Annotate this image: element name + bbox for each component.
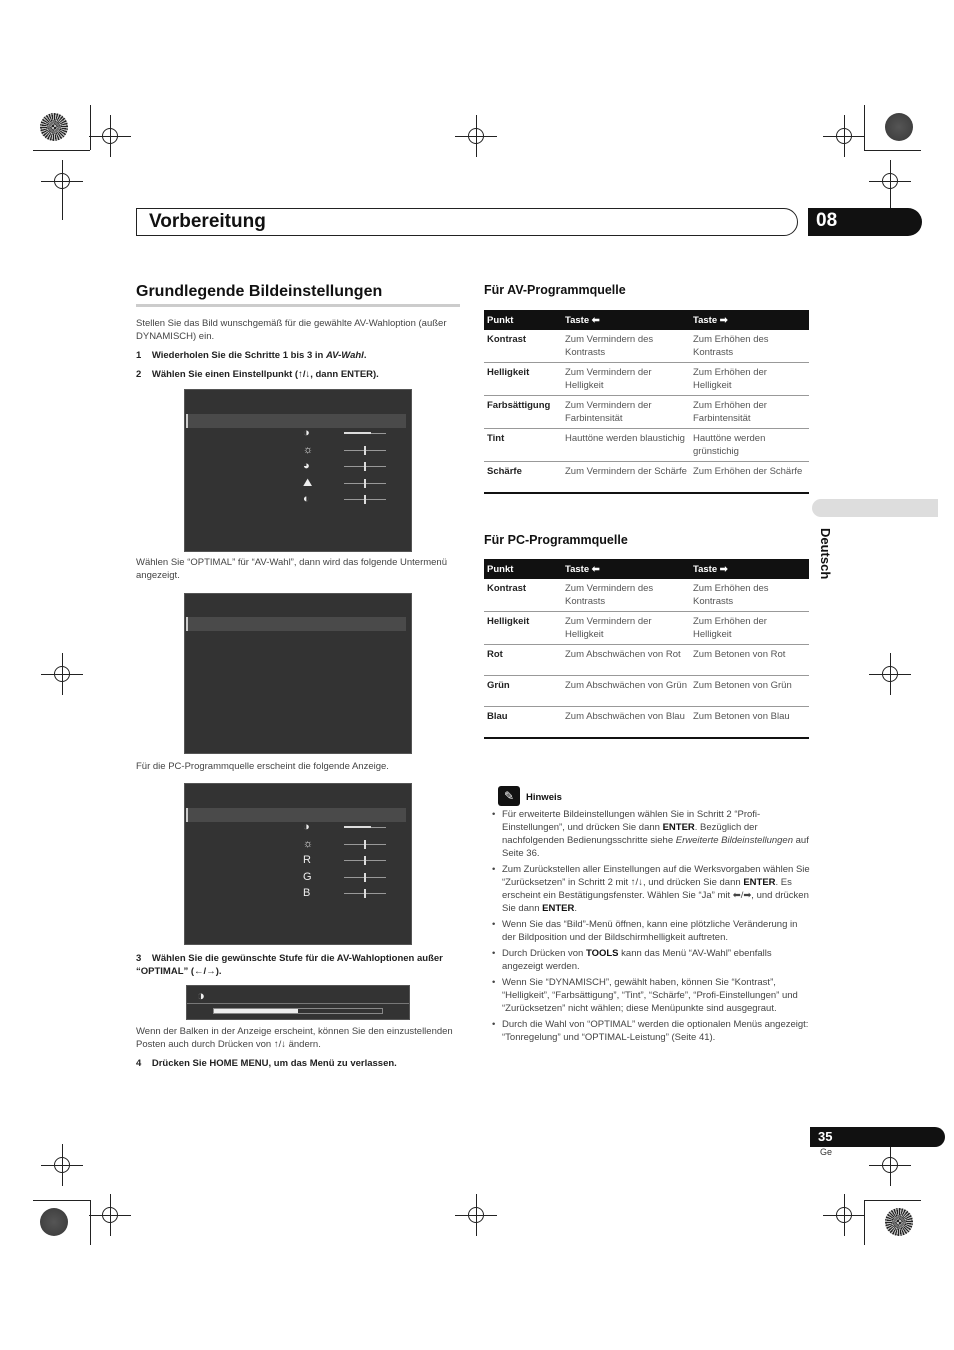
step-4 [136,1058,462,1071]
column-header: Taste ⬅ [562,310,690,330]
selected-menu-row [186,414,406,428]
cell: Zum Abschwächen von Grün [562,676,690,707]
cell: Hauttöne werden grünstichig [690,429,809,462]
level-slider [344,450,386,451]
step-number: 2 [136,369,142,380]
note-item: • Durch Drücken von TOOLS kann das Menü “AV-Wahl” ebenfalls angezeigt werden. [492,947,810,973]
caption-bar: Wenn der Balken in der Anzeige erscheint, können Sie den einzustellenden Posten auch durch Drücken von ↑/↓ ändern. [136,1026,453,1050]
slider-knob [364,856,366,865]
adjustment-bar-fill [214,1009,298,1013]
note-list [492,808,810,1047]
color-target-icon [40,113,68,141]
av-table-title: Für AV-Programmquelle [484,283,626,297]
step-text: Wiederholen Sie die Schritte 1 bis 3 in [151,350,326,361]
registration-mark-icon [468,128,484,144]
level-slider [344,827,386,828]
registration-mark-icon [54,666,70,682]
row-label: Kontrast [484,579,562,612]
row-label: Helligkeit [484,363,562,396]
contrast-icon: ◑ [303,821,310,833]
step-number: 1 [136,350,142,361]
table-row [484,330,809,363]
column-header: Punkt [484,310,562,330]
optimal-submenu-screen [184,593,412,754]
note-item: • Für erweiterte Bildeinstellungen wählen Sie in Schritt 2 “Profi-Einstellungen”, und drücken Sie dann ENTER. Bezüglich der nachfolgenden Bedienungsschritte siehe Erweiterte Bildeinstellungen auf Seite 36. [492,808,810,860]
heading-rule [136,304,460,307]
row-label: Rot [484,645,562,676]
step-3 [136,953,462,978]
level-slider [344,877,386,878]
cell: Zum Vermindern des Kontrasts [562,579,690,612]
slider-knob [364,495,366,504]
cell: Zum Erhöhen des Kontrasts [690,330,809,363]
level-slider [344,466,386,467]
step-number: 3 [136,953,142,964]
caption-optimal: Wählen Sie “OPTIMAL” für “AV-Wahl”, dann wird das folgende Untermenü angezeigt. [136,557,447,581]
cell: Zum Erhöhen der Schärfe [690,462,809,493]
level-slider [344,844,386,845]
brightness-icon: ☼ [303,443,314,456]
cell: Zum Vermindern der Helligkeit [562,363,690,396]
table-row [484,707,809,738]
av-picture-menu-screen [184,389,412,552]
av-settings-table [484,310,809,494]
row-label: Schärfe [484,462,562,493]
slider-knob [364,462,366,471]
contrast-icon: ◑ [197,988,205,1003]
cell: Zum Vermindern der Helligkeit [562,612,690,645]
chapter-number-badge [808,208,922,236]
slider-knob [364,840,366,849]
level-slider [344,860,386,861]
registration-mark-icon [882,1157,898,1173]
column-header: Punkt [484,559,562,579]
cell: Zum Abschwächen von Blau [562,707,690,738]
cell: Zum Abschwächen von Rot [562,645,690,676]
page-number-badge [810,1127,945,1147]
chapter-number: 08 [816,210,838,231]
cell: Zum Erhöhen der Helligkeit [690,612,809,645]
note-item: • Wenn Sie das “Bild”-Menü öffnen, kann eine plötzliche Veränderung in der Bildposition und der Bildschirmhelligkeit auftreten. [492,918,810,944]
cell: Zum Vermindern des Kontrasts [562,330,690,363]
registration-mark-icon [102,128,118,144]
slider-knob [364,889,366,898]
color-target-icon [885,1208,913,1236]
step-1: 1 Wiederholen Sie die Schritte 1 bis 3 in AV-Wahl. [136,350,367,361]
color-target-icon [885,113,913,141]
adjustment-bar-screen [186,985,410,1020]
selected-menu-row [186,617,406,631]
level-slider [344,893,386,894]
row-label: Tint [484,429,562,462]
row-label: Blau [484,707,562,738]
level-slider [344,433,386,434]
table-row [484,363,809,396]
table-row [484,676,809,707]
step-text: Wählen Sie die gewünschte Stufe für die AV-Wahloptionen außer “OPTIMAL” (←/→). [136,953,443,977]
table-row [484,612,809,645]
note-pencil-icon: ✎ [498,786,520,806]
cell: Zum Betonen von Grün [690,676,809,707]
page-code: Ge [820,1147,833,1157]
step-text: Drücken Sie HOME MENU, um das Menü zu verlassen. [151,1058,397,1069]
slider-fill [344,432,371,434]
step-text: Wählen Sie einen Einstellpunkt (↑/↓, dann ENTER). [151,369,379,380]
pc-table-title: Für PC-Programmquelle [484,533,628,547]
chapter-title: Vorbereitung [149,211,266,232]
row-label: Kontrast [484,330,562,363]
cell: Hauttöne werden blaustichig [562,429,690,462]
blue-icon: B [303,887,311,899]
cell: Zum Betonen von Blau [690,707,809,738]
column-header: Taste ➡ [690,559,809,579]
table-row [484,645,809,676]
registration-mark-icon [102,1207,118,1223]
green-icon: G [303,870,312,883]
note-item: • Wenn Sie “DYNAMISCH”, gewählt haben, können Sie “Kontrast”, “Helligkeit”, “Farbsättigung”, “Tint”, “Schärfe”, “Profi-Einstellungen” und “Zurücksetzen” nicht wählen; diese Menüpunkte sind ausgegraut. [492,976,810,1015]
red-icon: R [303,854,311,866]
table-row [484,579,809,612]
level-slider [344,499,386,500]
adjustment-bar [213,1008,383,1014]
registration-mark-icon [54,173,70,189]
cell: Zum Erhöhen des Kontrasts [690,579,809,612]
cell: Zum Erhöhen der Helligkeit [690,363,809,396]
slider-knob [364,446,366,455]
slider-knob [364,479,366,488]
intro-text: Stellen Sie das Bild wunschgemäß für die gewählte AV-Wahloption (außer DYNAMISCH) ein. [136,318,447,342]
row-label: Grün [484,676,562,707]
brightness-icon: ☼ [303,837,314,850]
level-slider [344,483,386,484]
table-row [484,396,809,429]
slider-fill [344,826,371,828]
table-row [484,429,809,462]
registration-mark-icon [836,1207,852,1223]
page-number: 35 [818,1129,833,1144]
registration-mark-icon [468,1207,484,1223]
color-icon: ◕ [303,460,310,472]
step-2 [136,369,462,382]
slider-knob [364,873,366,882]
note-item: • Durch die Wahl von “OPTIMAL” werden die optionalen Menüs angezeigt: “Tonregelung” und “OPTIMAL-Leistung” (Seite 41). [492,1018,810,1044]
section-heading: Grundlegende Bildeinstellungen [136,283,383,300]
language-label: Deutsch [818,528,833,580]
registration-mark-icon [882,173,898,189]
tint-icon: ⛰ [303,476,313,489]
contrast-icon: ◑ [303,427,310,439]
row-label: Helligkeit [484,612,562,645]
cell: Zum Betonen von Rot [690,645,809,676]
note-title: Hinweis [526,792,562,803]
cell: Zum Vermindern der Schärfe [562,462,690,493]
table-row [484,462,809,493]
caption-pc: Für die PC-Programmquelle erscheint die folgende Anzeige. [136,761,389,772]
pc-picture-menu-screen [184,783,412,945]
cell: Zum Vermindern der Farbintensität [562,396,690,429]
sharpness-icon: ◐ [303,493,310,505]
pc-settings-table [484,559,809,739]
row-label: Farbsättigung [484,396,562,429]
step-ref: AV-Wahl [326,350,364,361]
language-tab [812,499,938,517]
note-item: • Zum Zurückstellen aller Einstellungen auf die Werksvorgaben wählen Sie “Zurücksetzen” in Schritt 2 mit ↑/↓, und drücken Sie dann ENTER. Es erscheint ein Bestätigungsfenster. Wählen Sie “Ja” mit ⬅/➡, und drücken Sie dann ENTER. [492,863,810,915]
registration-mark-icon [54,1157,70,1173]
column-header: Taste ⬅ [562,559,690,579]
chapter-header [136,208,798,236]
color-target-icon [40,1208,68,1236]
registration-mark-icon [836,128,852,144]
selected-menu-row [186,808,406,822]
column-header: Taste ➡ [690,310,809,330]
cell: Zum Erhöhen der Farbintensität [690,396,809,429]
registration-mark-icon [882,666,898,682]
step-number: 4 [136,1058,142,1069]
